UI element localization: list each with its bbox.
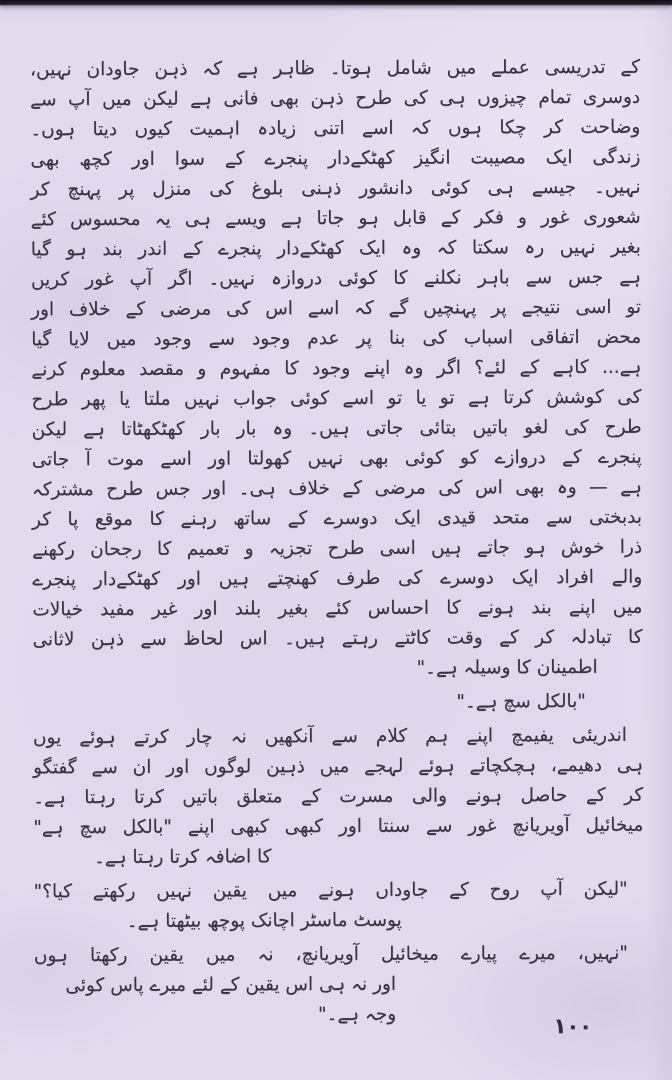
text-line: وضاحت کر چکا ہوں کہ اسے اتنی زیادہ اہمیت کیوں دیتا ہوں۔ [30, 116, 641, 141]
text-line: والے افراد ایک دوسرے کی طرف کھنچتے ہیں اور کھٹکےدار پنجرے [32, 566, 643, 591]
text-line: کی کوشش کرتا ہے تو یا تو اسے کوئی جواب نہیں ملتا یا پھر طرح [31, 386, 642, 411]
text-line: شعوری غور و فکر کے قابل ہو جاتا ہے ویسے ہی یہ محسوس کئے [30, 206, 641, 231]
text-line: ہے — وہ بھی اس کی مرضی کے خلاف ہی۔ اور جس طرح مشترکہ [31, 476, 642, 501]
text-line: ہے جس سے باہر نکلنے کا کوئی دروازہ نہیں۔ اگر آپ غور کریں [30, 266, 641, 291]
text-line-dialog: "بالکل سچ ہے۔" [456, 690, 586, 713]
text-line: بغیر نہیں رہ سکتا کہ وہ ایک کھٹکےدار پنجرے کے اندر بند ہو گیا [30, 236, 641, 261]
text-line: ذرا خوش ہو جاتے ہیں اسی طرح تجزیہ و تعمیم کا رجحان رکھنے [32, 536, 643, 561]
text-line: ہی دھیمے، ہچکچاتے ہوئے لہجے میں ذہین لوگوں اور ان سے گفتگو [33, 754, 644, 779]
text-line: کے تدریسی عملے میں شامل ہوتا۔ ظاہر ہے کہ ذہن جاودان نہیں، [29, 56, 641, 81]
text-line-paragraph-start: اندریئی یفیمچ اپنے ہم کلام سے آنکھیں نہ چار کرتے ہوئے یوں [32, 724, 627, 749]
text-line: کر کے حاصل ہونے والی مسرت کے متعلق باتیں کرتا رہتا ہے۔ [33, 784, 644, 809]
text-line: پوسٹ ماسٹر اچانک پوچھ بیٹھتا ہے۔ [126, 909, 402, 932]
text-line: پنجرے کے دروازے کو کوئی بھی نہیں کھولتا اور اسے موت آ جاتی [31, 446, 642, 471]
text-line: طرح کی لغو باتیں بتائی جاتی ہیں۔ وہ بار بار کھٹکھٹاتا ہے لیکن [31, 416, 642, 441]
text-line-paragraph-end: کا اضافہ کرتا رہتا ہے۔ [93, 846, 272, 869]
text-line: زندگی ایک مصیبت انگیز کھٹکےدار پنجرے کے سوا اور کچھ بھی [30, 146, 641, 171]
page-number: ۱۰۰ [553, 1014, 592, 1038]
text-line-paragraph-end: اور نہ ہی اس یقین کے لئے میرے پاس کوئی وجہ ہے۔" [65, 973, 397, 1026]
text-line: محض اتفاقی اسباب کی بنا پر عدم وجود سے وجود میں لایا گیا [31, 326, 642, 351]
text-line-paragraph-end: اطمینان کا وسیلہ ہے۔" [416, 656, 598, 679]
text-line: ہے... کاہے کے لئے؟ اگر وہ اپنے وجود کا مفہوم و مقصد معلوم کرنے [31, 356, 642, 381]
text-line: بدبختی سے متحد قیدی ایک دوسرے کے ساتھ رہنے کا موقع پا کر [31, 506, 643, 531]
text-line-dialog: "لیکن آپ روح کے جاوداں ہونے میں یقین نہیں رکھتے کیا؟" [33, 878, 628, 903]
text-line: دوسری تمام چیزوں ہی کی طرح ذہن بھی فانی ہے لیکن میں آپ سے [30, 86, 641, 111]
text-line: تو اسی نتیجے پر پہنچیں گے کہ اسے اس کی مرضی کے خلاف اور [31, 296, 642, 321]
text-line-dialog: "نہیں، میرے پیارے میخائیل آویریانچ، نہ میں یقین رکھتا ہوں [33, 942, 628, 967]
scan-edge [0, 0, 672, 6]
text-line: میخائیل آویریانچ غور سے سنتا اور کبھی کبھی اپنے "بالکل سچ ہے" [33, 814, 644, 839]
text-line: میں اپنے بند ہونے کا احساس کئے بغیر بلند اور غیر مفید خیالات [32, 596, 643, 621]
text-line: نہیں۔ جیسے ہی کوئی دانشور ذہنی بلوغ کی منزل پر پہنچ کر [30, 176, 641, 201]
text-line: کا تبادلہ کر کے وقت کاٹتے رہتے ہیں۔ اس لحاظ سے ذہن لاثانی [32, 626, 643, 651]
